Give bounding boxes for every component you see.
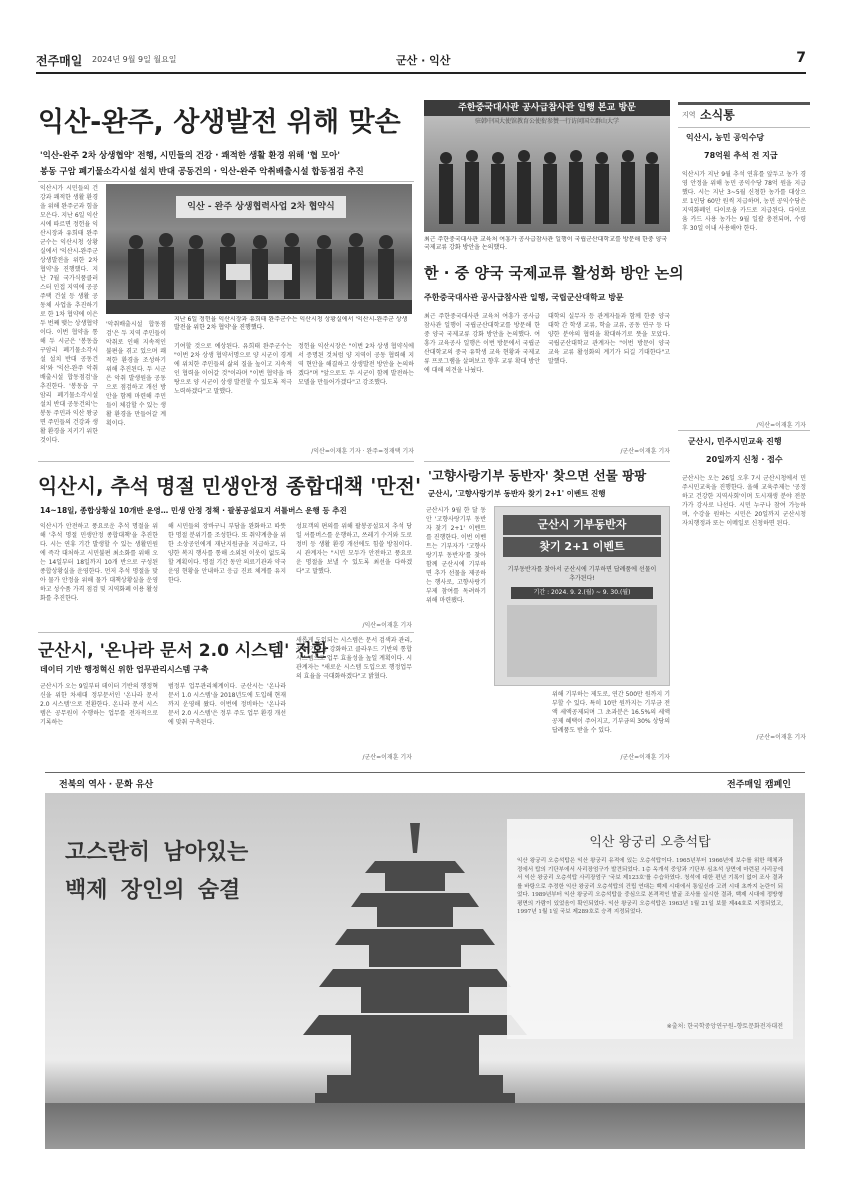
ad-grass-ground bbox=[45, 1103, 805, 1149]
photo-banner: 익산 - 완주 상생협력사업 2차 협약식 bbox=[176, 196, 346, 218]
ad-box-body: 익산 왕궁리 오층석탑은 익산 왕궁리 유적에 있는 오층석탑이다. 1965년부터 1966년에 보수를 위한 해체과정에서 탑의 기단부에서 사리장엄구가 발견되었다. 1층 옥개석 중앙과 기단부 심초석 상면에 마련된 사리공에서 익산 왕궁리 오층석탑 사리장엄구 '국보 제123호'를 수습하였다. 청석에 대한 편년 기록이 없어 조사 결과를 바탕으로 추정한 익산 왕궁리 오층석탑의 건립 연대는 백제 시대에서 통일신라 고려 시대 초까지 논란이 되었다. 1989년부터 익산 왕궁리 오층석탑을 중심으로 본격적인 발굴 조사를 실시한 결과, 백제 시대에 정방형 평면의 가람이 있었음이 확인되었다. 익산 왕궁리 오층석탑은 1963년 1월 21일 보물 제44호로 지정되었고, 1997년 1월 1일 국보 제289호로 승격 지정되었다. bbox=[517, 858, 783, 915]
article-2-byline: /군산=이재훈 기자 bbox=[620, 448, 670, 455]
sidebar-header bbox=[678, 102, 810, 128]
divider bbox=[424, 461, 670, 462]
article-1-rule bbox=[38, 181, 414, 182]
article-1-body-col-1: 익산시가 시민들의 건강과 쾌적한 생활 환경을 위해 완주군과 힘을 모은다. 지난 6일 익산시에 따르면 정헌율 익산시장과 유희태 완주군수는 익산시청 상황실에서 '익산시-완주군 상생발전을 위한 2차 협약'을 진행했다. 지난 7월 국가식품클러스터 인접 지역에 공공주택 건설 등 생활 공동체 사업을 추진하기로 한 1차 협약에 이은 두 번째 맺는 상생협약이다. 이번 협약을 통해 두 시군은 '봉동읍 구암리 폐기물소각시설 설치 반대 공동건의'와 '익산-완주 악취배출시설 합동점검'을 추진한다. '봉동읍 구암리 폐기물소각시설 설치 반대 공동건의'는 봉동 주민과 익산 왕궁면 주민들의 건강과 생활 환경을 지키기 위한 것이다. bbox=[40, 185, 98, 444]
poster-title-2: 찾기 2+1 이벤트 bbox=[503, 537, 661, 557]
article-1-body-col-4: 정헌율 익산시장은 "이번 2차 상생 협약식에서 증명된 것처럼 양 지역이 공동 협력해 지역 현안을 해결하고 상생발전 방안을 논의하겠다"며 "앞으로도 두 시군이 함께 발전하는 모델을 만들어가겠다"고 강조했다. bbox=[298, 343, 414, 386]
article-3-subtitle: 14~18일, 종합상황실 10개반 운영… 민생 안정 정책 · 팔봉공설묘지 셔틀버스 운행 등 추진 bbox=[40, 506, 347, 515]
poster-tagline: 기부동반자를 찾아서 군산시에 기부하면 답례품에 선물이 추가된다! bbox=[507, 566, 657, 582]
issue-date: 2024년 9월 9일 월요일 bbox=[92, 55, 177, 64]
article-4-body-col-1: 군산시가 9월 한 달 동안 '고향사랑기부 동반자 찾기 2+1' 이벤트를 진행한다. 이번 이벤트는 기부자가 '고향사랑기부 동반자'를 찾아 함께 군산시에 기부하면 추가 선물을 제공하는 행사로, 고향사랑기부제 참여를 독려하기 위해 마련됐다. bbox=[426, 507, 486, 604]
sidebar-heading: 소식통 bbox=[700, 108, 735, 122]
sidebar-news-1-byline: /익산=이재훈 기자 bbox=[756, 422, 806, 429]
article-1-subtitle-2: 봉동 구암 폐기물소각시설 설치 반대 공동건의 · 익산-완주 악취배출시설 합동점검 추진 bbox=[40, 167, 364, 177]
article-3-byline: /익산=이재훈 기자 bbox=[362, 622, 412, 629]
article-4-title: '고향사랑기부 동반자' 찾으면 선물 팡팡 bbox=[428, 468, 647, 483]
ad-box-source: ※출처: 한국학중앙연구원–향토문화전자대전 bbox=[666, 1023, 783, 1030]
sidebar-news-1-title-2: 78억원 추석 전 지급 bbox=[704, 151, 778, 160]
article-1-body-col-3: 기여할 것으로 예상된다. 유희태 완주군수는 "이번 2차 상생 협약서명으로 양 시군이 경계에 위치한 주민들의 삶의 질을 높이고 지속적인 협력을 이어갈 것"이라며 "이번 협약을 바탕으로 양 시군이 상생 발전할 수 있도록 적극 노력하겠다"고 말했다. bbox=[174, 343, 292, 395]
article-2-body-col-1: 최근 주한중국대사관 교육처 여흥가 공사급참사관 일행이 국립군산대학교를 방문해 한중 양국 국제교류 강화 방안을 논의했다. 여흥가 교육공사 일행은 이번 방문에서 국립군산대학교의 중국 유학생 교육 현황과 국제교류 프로그램을 살펴보고 향후 교류 확대 방안에 대해 의견을 나눴다. bbox=[424, 313, 540, 374]
section-name: 군산 · 익산 bbox=[396, 54, 451, 67]
article-1-title: 익산-완주, 상생발전 위해 맞손 bbox=[38, 107, 401, 138]
article-3-title: 익산시, 추석 명절 민생안정 종합대책 '만전' bbox=[38, 474, 422, 498]
article-4-body-col-2: 위해 기부하는 제도로, 연간 500만 원까지 기부할 수 있다. 특히 10만 원까지는 기부금 전액 세액공제되며 그 초과분은 16.5%의 세액공제 혜택이 주어지고, 기부금의 30% 상당의 답례품도 받을 수 있다. bbox=[552, 691, 670, 734]
sidebar-news-2-title-2: 20일까지 신청 · 접수 bbox=[706, 455, 783, 464]
article-1-body-col-2: '악취배출시설 합동점검'은 두 지역 주민들이 악취로 인해 지속적인 불편을 겪고 있으며 쾌적한 환경을 조성하기 위해 추진된다. 두 시군은 악취 발생원을 공동으로 점검하고 개선 방안을 함께 마련해 주민들이 체감할 수 있는 생활 환경을 만들어갈 계획이다. bbox=[106, 321, 166, 427]
people-group-illustration bbox=[106, 224, 412, 314]
newspaper-logo: 전주매일 bbox=[36, 54, 83, 68]
ad-slogan-line-2: 백제 장인의 숨결 bbox=[65, 878, 241, 903]
divider bbox=[38, 632, 414, 633]
article-1-subtitle-1: '익산-완주 2차 상생협약' 전행, 시민들의 건강 · 쾌적한 생활 환경 위해 '협 모아' bbox=[40, 151, 340, 161]
article-1-byline: /익산=이재훈 기자 · 완주=정재택 기자 bbox=[311, 448, 414, 455]
article-5-subtitle: 데이터 기반 행정혁신 위한 업무관리시스템 구축 bbox=[40, 665, 209, 674]
heritage-campaign-ad bbox=[45, 772, 805, 1149]
article-3-body-col-1: 익산시가 안전하고 풍요로운 추석 명절을 위해 '추석 명절 민생안정 종합대책'을 추진한다. 시는 연휴 기간 발생할 수 있는 생활민원에 즉각 대처하고 시민불편 최소화를 위해 오는 14일부터 18일까지 10개 반으로 구성된 종합상황실을 운영한다. 먼저 추석 명절을 맞아 물가 안정을 위해 물가 대책상황실을 운영하고 성수품 가격 점검 및 지역화폐 이용 활성화를 추진한다. bbox=[40, 523, 158, 602]
article-1-caption: 지난 6일 정헌율 익산시장과 유희태 완주군수는 익산시청 상황실에서 '익산시-완주군 상생발전을 위한 2차 협약'을 진행했다. bbox=[174, 316, 408, 331]
article-4-poster bbox=[494, 506, 670, 686]
divider bbox=[38, 461, 414, 462]
photo-banner-chinese: 驻韩中国大使馆教育公使衔参赞一行访问国立群山大学 bbox=[474, 118, 619, 125]
ad-box-title: 익산 왕궁리 오층석탑 bbox=[589, 835, 711, 850]
page-number: 7 bbox=[796, 50, 806, 66]
poster-body-panel bbox=[507, 605, 657, 677]
poster-title-1: 군산시 기부동반자 bbox=[503, 515, 661, 535]
ad-slogan-line-1: 고스란히 남아있는 bbox=[65, 840, 249, 865]
article-5-title: 군산시, '온나라 문서 2.0 시스템' 전환 bbox=[38, 641, 329, 661]
ad-info-box bbox=[507, 819, 793, 1039]
article-1-photo bbox=[106, 184, 412, 314]
sidebar-news-1-title-1: 익산시, 농민 공익수당 bbox=[686, 133, 765, 142]
article-4-subtitle: 군산시, '고향사랑기부 동반자 찾기 2+1' 이벤트 진행 bbox=[428, 489, 606, 498]
article-5-body-col-3: 새롭게 도입되는 시스템은 문서 검색과 관리, 공유 기능을 강화하고 클라우드 기반의 통합 시스템으로 업무 효율성을 높일 계획이다. 시 관계자는 "새로운 시스템 도입으로 행정업무의 효율을 극대화하겠다"고 밝혔다. bbox=[296, 637, 412, 680]
article-2-body-col-2: 대학의 실무자 등 관계자들과 함께 한중 양국 대학 간 학생 교류, 학술 교류, 공동 연구 등 다양한 분야의 협력을 확대하기로 뜻을 모았다. 국립군산대학교 관계자는 "이번 방문이 양국 교육 교류 활성화의 계기가 되길 기대한다"고 말했다. bbox=[548, 313, 670, 365]
article-4-byline: /군산=이재훈 기자 bbox=[620, 754, 670, 761]
sidebar-news-2-byline: /군산=이재훈 기자 bbox=[756, 734, 806, 741]
sidebar-tag: 지역 bbox=[682, 111, 696, 119]
article-3-body-col-3: 성묘객의 편의를 위해 팔봉공설묘지 추석 당일 셔틀버스를 운행하고, 쓰레기 수거와 도로 정비 등 생활 환경 개선에도 힘쓸 방침이다. 시 관계자는 "시민 모두가 안전하고 풍요로운 명절을 보낼 수 있도록 최선을 다하겠다"고 말했다. bbox=[296, 523, 412, 575]
people-group-illustration bbox=[424, 144, 670, 232]
masthead bbox=[36, 50, 806, 74]
sidebar-news-1-body: 익산시가 지난 9월 추석 연휴를 앞두고 농가 경영 안정을 위해 농민 공익수당 78억 원을 지급했다. 시는 지난 3~5월 신청한 농가를 대상으로 1인당 60만 원씩 지급하며, 농민 공익수당은 지역화폐인 다이로움 카드로 지급된다. 다이로움 카드 사용 농가는 9월 일괄 충전되며, 수령 후 30일 이내 사용해야 한다. bbox=[682, 171, 806, 232]
ad-tag-left: 전북의 역사 · 문화 유산 bbox=[59, 780, 154, 790]
poster-date: 기간 : 2024. 9. 2.(월) ~ 9. 30.(월) bbox=[511, 587, 653, 599]
sidebar-news-2-body: 군산시는 오는 26일 오후 7시 군산시청에서 민주시민교육을 진행한다. 올해 교육주제는 '공정하고 건강한 지역사회'이며 도시재생 분야 전문가가 강사로 나선다. 시민 누구나 참여 가능하며, 수강을 원하는 시민은 20일까지 군산시청 자치행정과 또는 이메일로 신청하면 된다. bbox=[682, 475, 806, 527]
article-5-body-col-2: 범정부 업무관리체계이다. 군산시는 '온나라 문서 1.0 시스템'을 2018년도에 도입해 현재까지 운영해 왔다. 이번에 정비하는 '온나라 문서 2.0 시스템'은 정부 주도 업무 환경 개선에 맞춰 구축된다. bbox=[168, 683, 286, 726]
article-2-subtitle: 주한중국대사관 공사급참사관 일행, 국립군산대학교 방문 bbox=[424, 293, 624, 302]
sidebar-news-2-title-1: 군산시, 민주시민교육 진행 bbox=[688, 437, 782, 446]
photo-banner: 주한중국대사관 공사급참사관 일행 본교 방문 bbox=[424, 100, 670, 116]
article-2-photo bbox=[424, 100, 670, 232]
divider bbox=[678, 430, 810, 431]
article-2-title: 한 · 중 양국 국제교류 활성화 방안 논의 bbox=[424, 264, 684, 282]
article-3-body-col-2: 해 시민들의 장바구니 부담을 완화하고 따뜻한 명절 분위기를 조성한다. 또 취약계층을 위한 소상공인에게 재난지원금을 지급하고, 다양한 복지 행사를 통해 소외된 이웃이 없도록 할 계획이다. 명절 기간 동안 의료기관과 약국 운영 현황을 안내하고 응급 진료 체계를 유지한다. bbox=[168, 523, 286, 584]
local-news-sidebar bbox=[678, 102, 810, 772]
article-5-body-col-1: 군산시가 오는 9일부터 데이터 기반의 행정혁신을 위한 차세대 정부문서인 '온나라 문서 2.0 시스템'으로 전환한다. 온나라 문서 시스템은 공무원이 수행하는 업무를 전자적으로 기록하는 bbox=[40, 683, 158, 726]
ad-tag-right: 전주매일 캠페인 bbox=[727, 780, 791, 790]
article-5-byline: /군산=이재훈 기자 bbox=[362, 754, 412, 761]
article-2-caption: 최근 주한중국대사관 교육처 여흥가 공사급참사관 일행이 국립군산대학교를 방문해 한중 양국 국제교류 강화 방안을 논의했다. bbox=[424, 236, 668, 251]
